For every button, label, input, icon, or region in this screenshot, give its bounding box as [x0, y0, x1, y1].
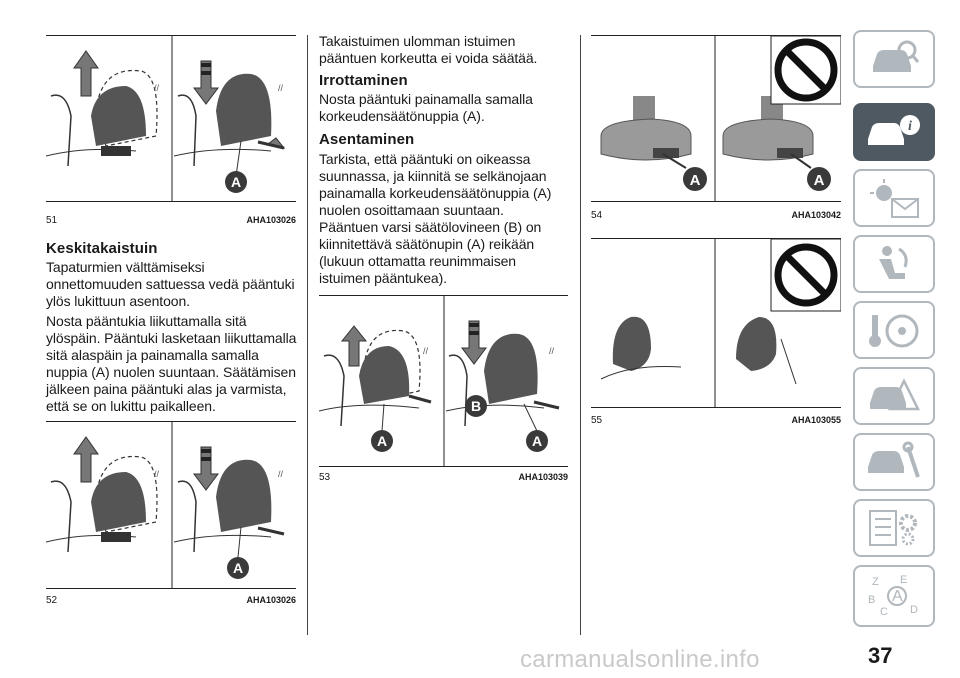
figure-51-caption	[46, 215, 296, 226]
svg-text://: //	[549, 346, 555, 356]
figure-54-illustration	[591, 36, 841, 201]
key-steering-wheel-icon	[866, 309, 922, 351]
chapter-tab-2[interactable]	[853, 103, 935, 161]
svg-text:A: A	[892, 588, 903, 605]
figure-number: 51	[46, 215, 58, 226]
figure-53-label-a1: A	[376, 433, 388, 449]
figure-54-caption	[591, 210, 841, 221]
chapter-tab-7[interactable]	[853, 433, 935, 491]
figure-53-label-b: B	[470, 398, 482, 414]
warning-lights-mail-icon	[866, 177, 922, 219]
figure-53-label-a2: A	[531, 433, 543, 449]
seat-airbag-icon	[869, 243, 919, 285]
page-number: 37	[868, 643, 893, 668]
column-divider-1	[307, 35, 308, 635]
figure-number: 54	[591, 210, 603, 221]
svg-text://: //	[154, 83, 160, 93]
figure-code: AHA103042	[791, 210, 841, 220]
watermark: carmanualsonline.info	[520, 646, 760, 673]
figure-51-illustration	[46, 36, 296, 201]
spec-list-gear-icon	[866, 507, 922, 549]
chapter-tab-3[interactable]	[853, 169, 935, 227]
figure-code: AHA103055	[791, 415, 841, 425]
figure-number: 55	[591, 415, 603, 426]
figure-53-caption	[319, 472, 568, 483]
svg-text://: //	[154, 469, 160, 479]
svg-text:D: D	[910, 604, 918, 616]
car-wrench-icon	[866, 441, 922, 483]
chapter-tab-4[interactable]	[853, 235, 935, 293]
figure-54	[591, 35, 841, 202]
svg-text:E: E	[900, 574, 908, 586]
figure-number: 52	[46, 595, 58, 606]
section1-heading: Keskitakaistuin	[46, 240, 158, 257]
figure-53-illustration	[319, 296, 568, 466]
figure-code: AHA103026	[246, 215, 296, 225]
section1-para1: Tapaturmien välttämiseksi onnettomuuden sattuessa vedä pääntuki ylös lukittuun asentoon.	[46, 259, 295, 309]
chapter-tab-6[interactable]	[853, 367, 935, 425]
figure-53	[319, 295, 568, 467]
svg-text:B: B	[868, 594, 876, 606]
section1-para2: Nosta pääntukia liikuttamalla sitä ylöspäin. Pääntuki lasketaan liikuttamalla sitä alaspäin ja painamalla samalla nuppia (A) nuolen suuntaan. Säätämisen jälkeen paina pääntuki alas ja varmista, että se on lukittu paikalleen.	[46, 313, 297, 414]
section2-para-install1: Tarkista, että pääntuki on oikeassa suunnassa, ja kiinnitä se selkänojaan painamalla korkeudensäätönuppia (A) nuolen osoittamaan suuntaan.	[319, 151, 552, 218]
car-info-icon	[866, 113, 922, 151]
svg-text:i: i	[908, 119, 912, 134]
figure-51-label-a: A	[230, 174, 242, 190]
figure-55-caption	[591, 415, 841, 426]
chapter-tab-9[interactable]	[853, 565, 935, 627]
figure-number: 53	[319, 472, 331, 483]
section2-intro: Takaistuimen ulomman istuimen pääntuen korkeutta ei voida säätää.	[319, 33, 538, 66]
alphabet-index-icon	[864, 571, 924, 621]
column-divider-2	[580, 35, 581, 635]
figure-code: AHA103039	[518, 472, 568, 482]
figure-51	[46, 35, 296, 202]
car-search-icon	[869, 40, 919, 78]
section2-heading-remove: Irrottaminen	[319, 72, 408, 89]
figure-54-label-a2: A	[813, 172, 825, 189]
section2-para-remove: Nosta pääntuki painamalla samalla korkeudensäätönuppia (A).	[319, 91, 533, 124]
chapter-tab-8[interactable]	[853, 499, 935, 557]
chapter-tab-1[interactable]	[853, 30, 935, 88]
figure-55	[591, 238, 841, 408]
car-breakdown-icon	[866, 375, 922, 417]
figure-52-caption	[46, 595, 296, 606]
svg-text:Z: Z	[872, 576, 879, 588]
figure-52-label-a: A	[232, 560, 244, 576]
svg-text://: //	[278, 469, 284, 479]
figure-52-illustration	[46, 422, 296, 588]
svg-text://: //	[278, 83, 284, 93]
section2-heading-install: Asentaminen	[319, 131, 415, 148]
section2-para-install2: Pääntuen varsi säätölovineen (B) on kiinnitettävä säätönupin (A) reikään (lukuun ottamatta reunimmaisen istuimen pääntukea).	[319, 219, 542, 286]
svg-text://: //	[423, 346, 429, 356]
figure-55-illustration	[591, 239, 841, 407]
svg-text:C: C	[880, 606, 888, 618]
figure-52	[46, 421, 296, 589]
figure-54-label-a1: A	[689, 172, 701, 189]
chapter-tab-5[interactable]	[853, 301, 935, 359]
figure-code: AHA103026	[246, 595, 296, 605]
